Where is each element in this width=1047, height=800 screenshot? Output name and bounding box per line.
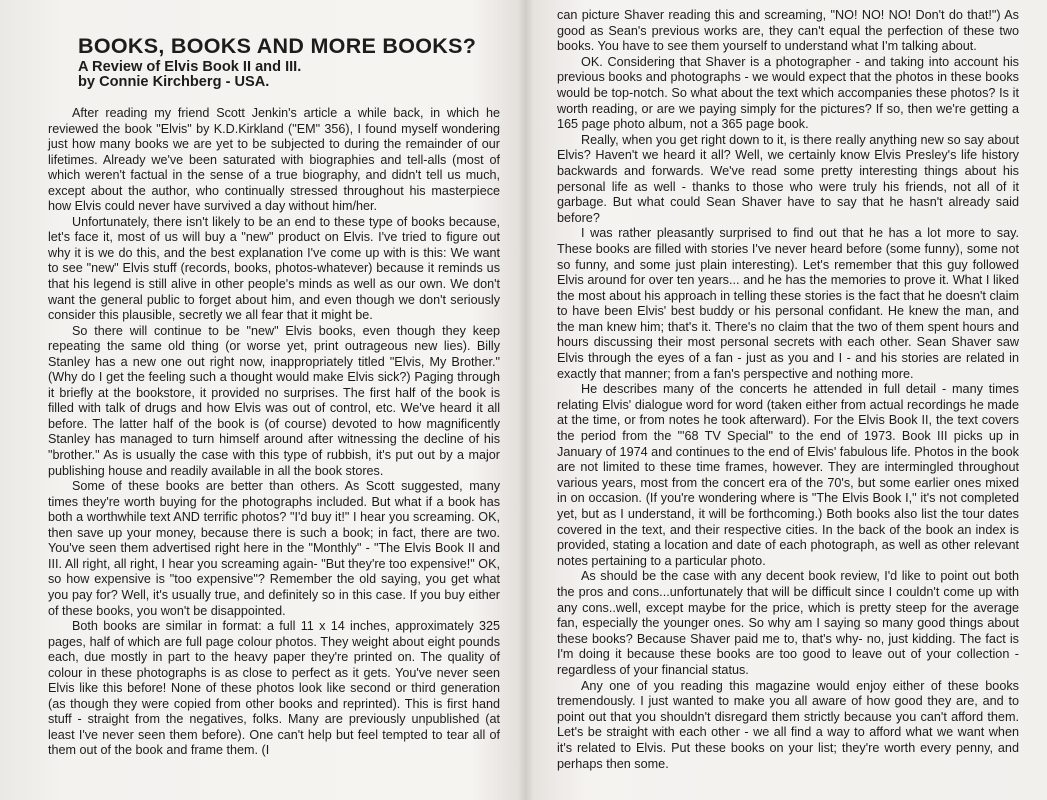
article-title: BOOKS, BOOKS AND MORE BOOKS? (78, 34, 477, 58)
paragraph: Both books are similar in format: a full 11 x 14 inches, approximately 325 pages, half of which are full page colour photos. They weight about eight pounds each, due mostly in part to the heavy paper they're printed on. The quality of colour in these photographs is as close to perfect as it gets. You've never seen Elvis like this before! None of these photos look like second or third generation (as though they were copied from other books and reprinted). This is first hand stuff - straight from the negatives, folks. Many are previously unpublished (at least I've never seen them before). One can't help but feel tempted to tear all of them out of the book and frame them. (I (48, 619, 500, 758)
paragraph: As should be the case with any decent book review, I'd like to point out both the pros and cons...unfortunately that will be difficult since I couldn't come up with any cons..well, except maybe for the price, which is pretty steep for the average fan, especially the younger ones. So why am I saying so many good things about these books? Because Shaver paid me to, that's why- no, just kidding. The fact is I'm doing it because these books are too good to leave out of your collection - regardless of your financial status. (557, 569, 1019, 677)
paragraph: Some of these books are better than others. As Scott suggested, many times they're worth buying for the photographs included. But what if a book has both a worthwhile text AND terrific photos? "I'd buy it!" I hear you screaming. OK, then save up your money, because there is such a book; in fact, there are two. You've seen them advertised right here in the "Monthly" - "The Elvis Book II and III. All right, all right, I hear you screaming again- "But they're too expensive!" OK, so how expensive is "too expensive"? Remember the old saying, you get what you pay for? Well, it's usually true, and definitely so in this case. If you buy either of these books, you won't be disappointed. (48, 479, 500, 618)
right-page (527, 0, 1047, 800)
paragraph: OK. Considering that Shaver is a photographer - and taking into account his previous books and photographs - we would expect that the photos in these books would be top-notch. So what about the text which accompanies these photos? Is it worth reading, or are we paying simply for the pictures? If so, then we're getting a 165 page photo album, not a 365 page book. (557, 54, 1019, 132)
article-body-left (48, 106, 500, 759)
paragraph: Really, when you get right down to it, is there really anything new so say about Elvis? Haven't we heard it all? Well, we certainly know Elvis Presley's life history backwards and forwards. We've read some pretty interesting things about his personal life as well - thanks to those who were truly his friends, not all of it garbage. But what could Sean Shaver have to say that he hasn't already said before? (557, 132, 1019, 225)
paragraph: Unfortunately, there isn't likely to be an end to these type of books because, let's face it, most of us will buy a "new" product on Elvis. I've tried to figure out why it is we do this, and the best explanation I've come up with is this: We want to see "new" Elvis stuff (records, books, photos-whatever) because it reminds us that his legend is still alive in other people's minds as well as our own. We don't want the general public to forget about him, and even though we don't seriously consider this plausible, secretly we all fear that it might be. (48, 214, 500, 323)
article-byline: by Connie Kirchberg - USA. (78, 74, 270, 90)
left-page (0, 0, 520, 800)
paragraph: He describes many of the concerts he attended in full detail - many times relating Elvis' dialogue word for word (taken either from actual recordings he made at the time, or from notes he took afterward). For the Elvis Book II, the text covers the period from the "'68 TV Special" to the end of 1973. Book III picks up in January of 1974 and continues to the end of Elvis' fabulous life. Photos in the book are not limited to these time frames, however. They are intermingled throughout various years, most from the concert era of the 70's, but some earlier ones mixed in on occasion. (If you're wondering where is "The Elvis Book I," it's not completed yet, but as I understand, it will be forthcoming.) Both books also list the tour dates covered in the text, and their respective cities. In the back of the book an index is provided, stating a location and date of each photograph, as well as other relevant notes pertaining to a particular photo. (557, 382, 1020, 568)
paragraph: So there will continue to be "new" Elvis books, even though they keep repeating the same old thing (or worse yet, print outrageous new lies). Billy Stanley has a new one out right now, inappropriately titled "Elvis, My Brother." (Why do I get the feeling such a thought would make Elvis sick?) Paging through it briefly at the bookstore, it provided no surprises. The first half of the book is filled with talk of drugs and how Elvis was out of control, etc. We've heard it all before. The latter half of the book is (of course) devoted to how magnificently Stanley has managed to turn himself around after witnessing the decline of his "brother." As is usually the case with this type of rubbish, it's put out by a major publishing house and readily available in all the book stores. (48, 323, 500, 478)
paragraph: I was rather pleasantly surprised to find out that he has a lot more to say. These books are filled with stories I've never heard before (some funny), some not so funny, and some just plain interesting). Let's remember that this guy followed Elvis around for over ten years... and he has the memories to prove it. What I liked the most about his approach in telling these stories is the fact that he doesn't claim to have been Elvis' best buddy or his personal confidant. He knew the man, and the man knew him; that's it. There's no claim that the two of them spent hours and hours discussing their most personal secrets with each other. Sean Shaver saw Elvis through the eyes of a fan - just as you and I - and his stories are related in exactly that manner; from a fan's perspective and nothing more. (557, 226, 1019, 381)
article-body-right (557, 8, 1019, 772)
paragraph: Any one of you reading this magazine would enjoy either of these books tremendously. I just wanted to make you all aware of how good they are, and to point out that you shouldn't disregard them strictly because you can't afford them. Let's be straight with each other - we all find a way to afford what we want when it's related to Elvis. Put these books on your list; they're worth every penny, and perhaps then some. (557, 678, 1019, 771)
article-subtitle: A Review of Elvis Book II and III. (78, 59, 302, 75)
paragraph: After reading my friend Scott Jenkin's article a while back, in which he reviewed the book "Elvis" by K.D.Kirkland ("EM" 356), I found myself wondering just how many books we are yet to be subjected to during the remainder of our lifetimes. Already we've been saturated with biographies and tell-alls (most of which weren't factual in the sense of a true biography, and didn't tell us much, except about the author, who continually stressed throughout his masterpiece how Elvis could never have survived a day without him/her. (48, 106, 500, 214)
continued-paragraph: can picture Shaver reading this and screaming, "NO! NO! NO! Don't do that!") As good as Sean's previous works are, they can't equal the perfection of these two books. You have to see them yourself to understand what I'm talking about. (557, 8, 1019, 54)
